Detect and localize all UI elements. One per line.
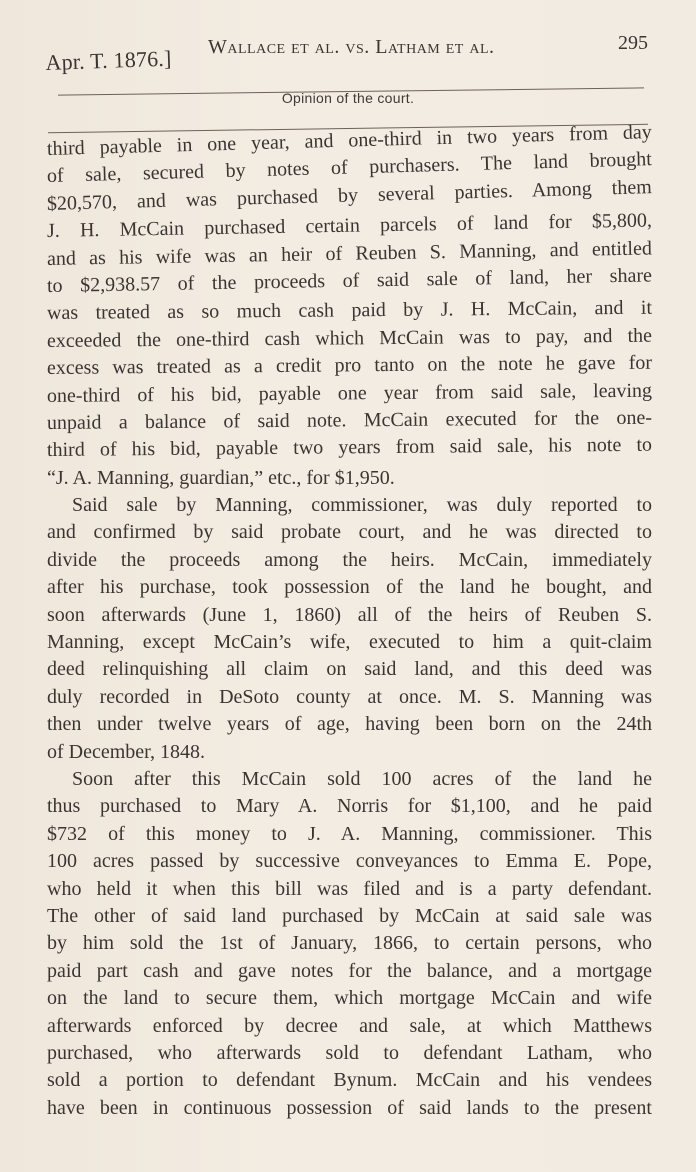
text-line: $20,570, and was purchased by several parties. Among them bbox=[46, 175, 653, 215]
text-line: third of his bid, payable two years from said sale, his note to bbox=[46, 434, 653, 462]
text-line: J. H. McCain purchased certain parcels of land for $5,800, bbox=[46, 209, 653, 243]
text-line: exceeded the one-third cash which McCain was to pay, and the bbox=[46, 324, 653, 352]
text-line: who held it when this bill was filed and is a party defendant. bbox=[47, 877, 652, 900]
text-line: have been in continuous possession of said lands to the present bbox=[47, 1096, 652, 1119]
text-line: and as his wife was an heir of Reuben S. Manning, and entitled bbox=[46, 237, 653, 270]
text-line: then under twelve years of age, having been born on the 24th bbox=[47, 713, 652, 736]
text-line: after his purchase, took possession of the land he bought, and bbox=[47, 576, 652, 599]
section-subheading: Opinion of the court. bbox=[281, 90, 415, 106]
opinion-text bbox=[46, 121, 653, 1122]
text-line: unpaid a balance of said note. McCain executed for the one- bbox=[46, 406, 653, 434]
text-line: excess was treated as a credit pro tanto on the note he gave for bbox=[46, 351, 653, 380]
text-line: Soon after this McCain sold 100 acres of the land he bbox=[72, 767, 652, 790]
text-line: to $2,938.57 of the proceeds of said sale of land, her share bbox=[46, 264, 653, 297]
text-line: paid part cash and gave notes for the balance, and a mortgage bbox=[47, 959, 652, 982]
text-line: by him sold the 1st of January, 1866, to certain persons, who bbox=[47, 932, 652, 955]
running-header bbox=[44, 32, 656, 76]
text-line: one-third of his bid, payable one year from said sale, leaving bbox=[46, 379, 653, 407]
text-line: Manning, except McCain’s wife, executed to him a quit-claim bbox=[47, 631, 652, 654]
text-line: thus purchased to Mary A. Norris for $1,100, and he paid bbox=[47, 795, 652, 818]
text-line: $732 of this money to J. A. Manning, commissioner. This bbox=[47, 822, 652, 845]
text-line: duly recorded in DeSoto county at once. M. S. Manning was bbox=[47, 685, 652, 708]
text-line: Said sale by Manning, commissioner, was duly reported to bbox=[72, 494, 652, 517]
text-line: purchased, who afterwards sold to defendant Latham, who bbox=[47, 1041, 652, 1064]
text-line: was treated as so much cash paid by J. H. McCain, and it bbox=[46, 297, 653, 325]
text-line: of sale, secured by notes of purchasers. The land brought bbox=[46, 148, 653, 188]
text-line: third payable in one year, and one-third in two years from day bbox=[46, 121, 653, 160]
text-line: soon afterwards (June 1, 1860) all of the heirs of Reuben S. bbox=[47, 603, 652, 626]
text-line: on the land to secure them, which mortgage McCain and wife bbox=[47, 987, 652, 1010]
text-line: sold a portion to defendant Bynum. McCain and his vendees bbox=[47, 1069, 652, 1092]
text-line: The other of said land purchased by McCain at said sale was bbox=[47, 904, 652, 927]
text-line: afterwards enforced by decree and sale, at which Matthews bbox=[47, 1014, 652, 1037]
case-title: Wallace et al. vs. Latham et al. bbox=[208, 36, 495, 58]
page-number: 295 bbox=[618, 32, 648, 54]
text-line: divide the proceeds among the heirs. McCain, immediately bbox=[47, 548, 652, 571]
text-line: deed relinquishing all claim on said land, and this deed was bbox=[47, 658, 652, 681]
text-line: 100 acres passed by successive conveyances to Emma E. Pope, bbox=[47, 850, 652, 873]
term-label: Apr. T. 1876.] bbox=[45, 45, 172, 76]
text-line: and confirmed by said probate court, and he was directed to bbox=[47, 521, 652, 544]
text-line: of December, 1848. bbox=[47, 740, 206, 763]
text-line: “J. A. Manning, guardian,” etc., for $1,950. bbox=[47, 466, 395, 489]
